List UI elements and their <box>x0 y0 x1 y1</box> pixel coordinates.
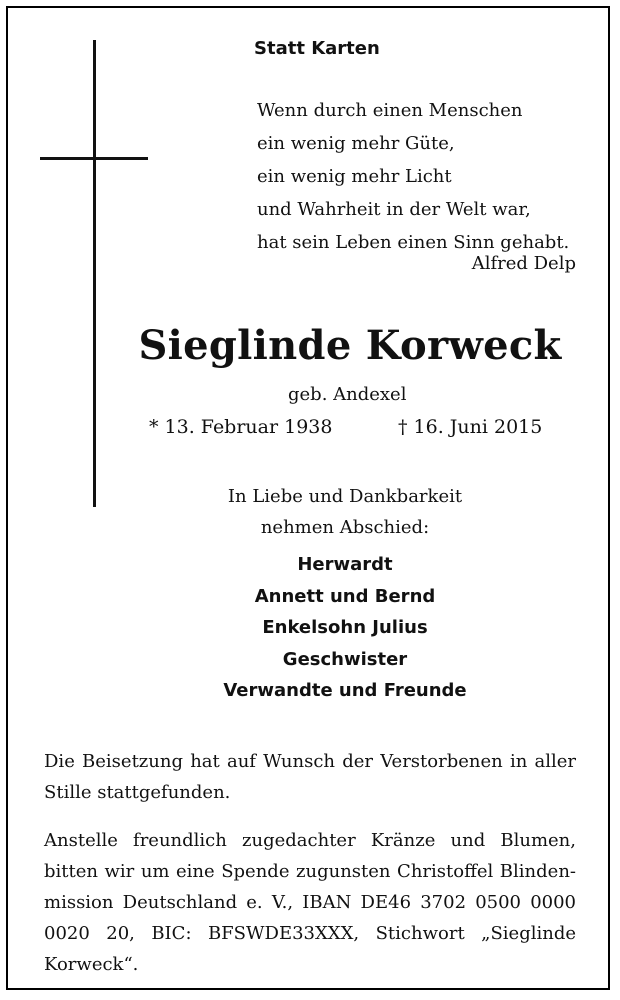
mourner: Annett und Bernd <box>254 585 436 607</box>
birth-date: * 13. Februar 1938 <box>149 416 333 438</box>
poem <box>257 94 569 259</box>
cross-horizontal-bar <box>40 157 148 160</box>
mourner: Enkelsohn Julius <box>262 617 428 638</box>
cross-vertical-bar <box>93 40 96 507</box>
mourner: Herwardt <box>297 554 393 575</box>
mourner: Geschwister <box>282 648 408 670</box>
donation-paragraph: Anstelle freundlich zugedachter Kränze und Blumen, bitten wir um eine Spende zugunsten Christoffel Blindenmission Deutschland e. V., IBAN DE46 3702 0500 0000 0020 20, BIC: BFSWDE33XXX, Stichwort „Sieglinde Korweck“. <box>44 830 576 975</box>
notice-heading: Statt Karten <box>254 38 380 59</box>
poem-line: und Wahrheit in der Welt war, <box>257 199 531 220</box>
death-date: † 16. Juni 2015 <box>398 416 543 438</box>
mourners-list <box>150 549 540 707</box>
poem-line: ein wenig mehr Licht <box>257 166 452 187</box>
deceased-name: Sieglinde Korweck <box>138 322 562 369</box>
poem-line: ein wenig mehr Güte, <box>257 133 455 154</box>
poem-line: Wenn durch einen Menschen <box>257 100 523 121</box>
farewell-text <box>150 481 540 543</box>
funeral-notice-paragraph: Die Beisetzung hat auf Wunsch der Verstorbenen in aller Stille stattgefunden. <box>44 751 576 803</box>
farewell-line: In Liebe und Dankbarkeit <box>227 486 463 507</box>
farewell-line: nehmen Abschied: <box>260 517 430 538</box>
poem-line: hat sein Leben einen Sinn gehabt. <box>257 232 570 253</box>
poem-author: Alfred Delp <box>471 253 576 274</box>
mourner: Verwandte und Freunde <box>223 680 467 701</box>
maiden-name: geb. Andexel <box>288 384 407 405</box>
